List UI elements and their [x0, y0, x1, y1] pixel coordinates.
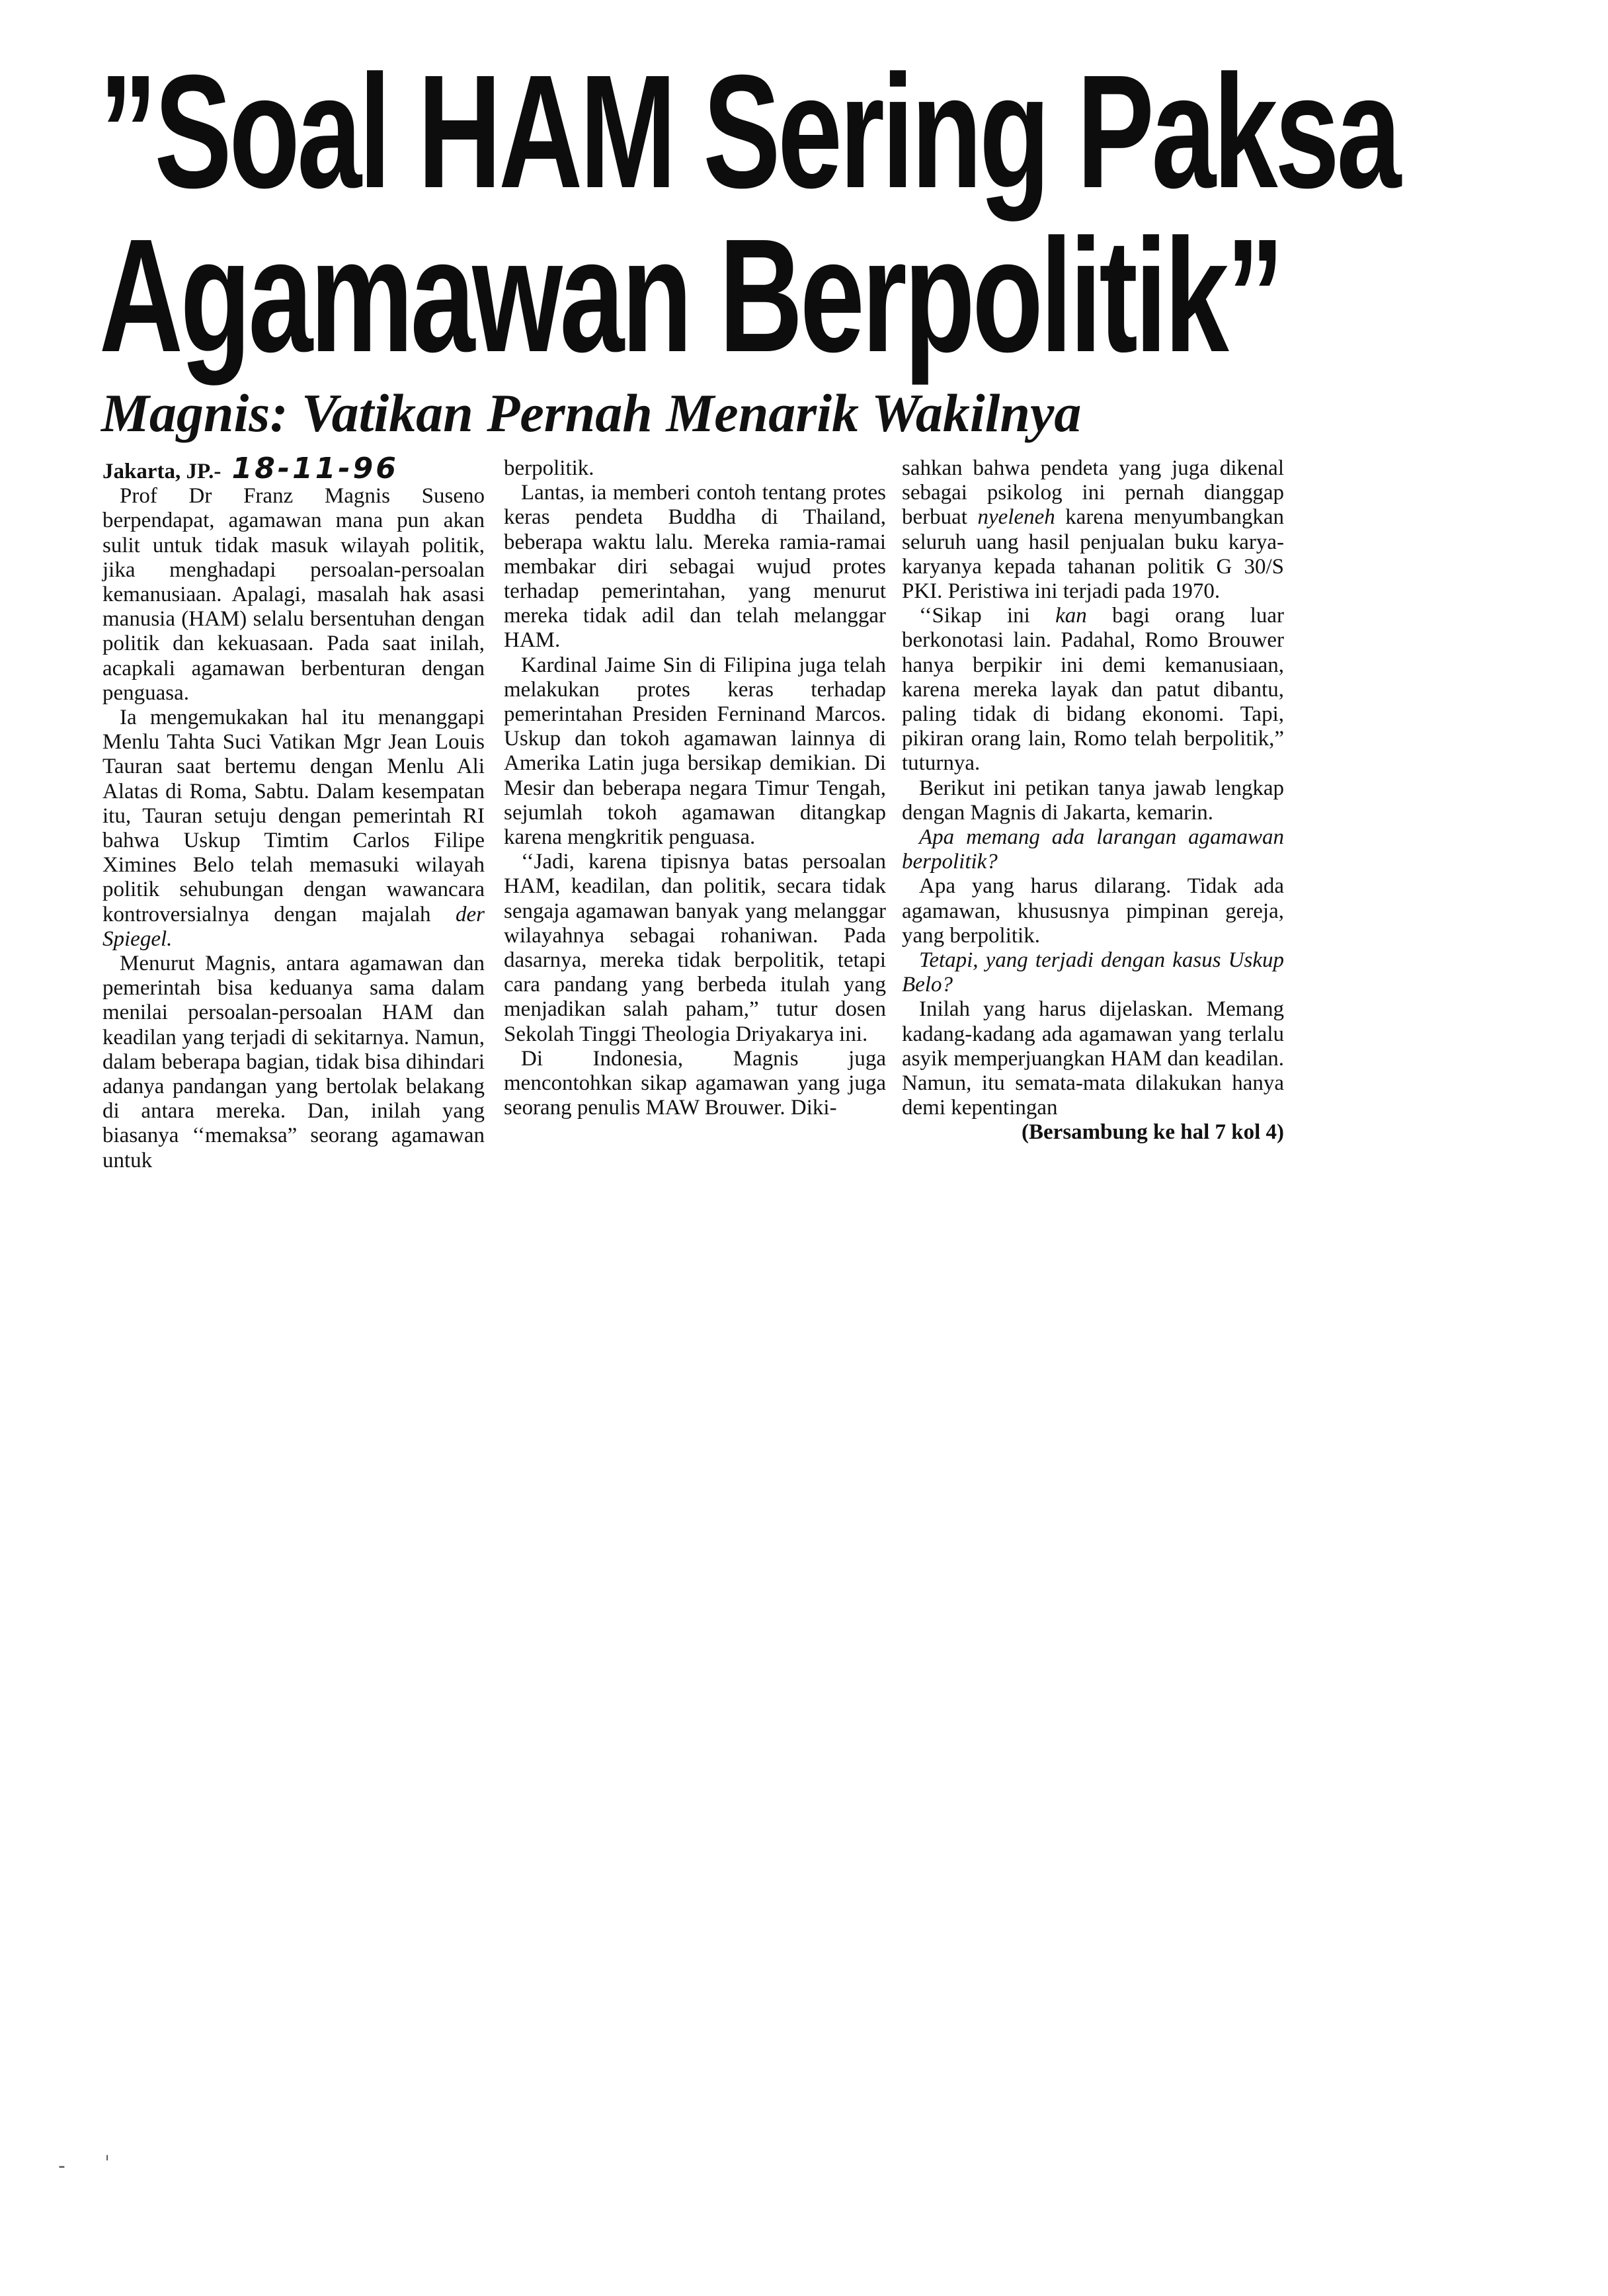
headline	[99, 41, 1399, 386]
interview-question: Apa memang ada larangan agamawan berpolitik?	[902, 825, 1284, 874]
paragraph-text: Ia mengemukakan hal itu menanggapi Menlu Tahta Suci Vatikan Mgr Jean Louis Tauran saat bertemu dengan Menlu Ali Alatas di Roma, Sabtu. Dalam kesempatan itu, Tauran setuju dengan pemerintah RI bahwa Uskup Timtim Carlos Filipe Ximines Belo telah memasuki wilayah politik sehubungan dengan wawancara kontroversialnya dengan majalah	[102, 706, 485, 926]
headline-line-2: Agamawan Berpolitik”	[99, 205, 1281, 386]
continued-note: (Bersambung ke hal 7 kol 4)	[1022, 1120, 1284, 1145]
interview-answer: Inilah yang harus dijelaskan. Memang kadang-kadang ada agamawan yang terlalu asyik memperjuangkan HAM dan keadilan. Namun, itu semata-mata dilakukan hanya demi kepentingan	[902, 997, 1284, 1120]
subheadline: Magnis: Vatikan Pernah Menarik Wakilnya	[101, 383, 1082, 443]
paragraph: berpolitik.	[504, 456, 594, 480]
article-column-3	[902, 456, 1284, 1145]
paragraph-text: karena menyumbangkan seluruh uang hasil penjualan buku karya-karyanya kepada tahanan politik G 30/S PKI. Peristiwa ini terjadi pada 1970.	[902, 505, 1285, 604]
handwritten-date: 18-11-96	[231, 452, 399, 485]
paragraph	[902, 604, 1284, 776]
paragraph: Berikut ini petikan tanya jawab lengkap dengan Magnis di Jakarta, kemarin.	[902, 776, 1284, 825]
paragraph-text: sahkan bahwa pendeta yang juga dikenal sebagai psikolog ini pernah dianggap berbuat	[902, 456, 1284, 530]
interview-answer: Apa yang harus dilarang. Tidak ada agamawan, khususnya pimpinan gereja, yang berpolitik.	[902, 874, 1284, 948]
paragraph: Prof Dr Franz Magnis Suseno berpendapat, agamawan mana pun akan sulit untuk tidak masuk wilayah politik, jika menghadapi persoalan-persoalan kemanusiaan. Apalagi, masalah hak asasi manusia (HAM) selalu bersentuhan dengan politik dan kekuasaan. Pada saat inilah, acapkali agamawan berbenturan dengan penguasa.	[102, 484, 485, 705]
article-column-1	[102, 452, 485, 1173]
paragraph: Menurut Magnis, antara agamawan dan pemerintah bisa keduanya sama dalam menilai persoalan-persoalan HAM dan keadilan yang terjadi di sekitarnya. Namun, dalam beberapa bagian, tidak bisa dihindari adanya pandangan yang bertolak belakang di antara mereka. Dan, inilah yang biasanya ‘‘memaksa” seorang agamawan untuk	[102, 952, 485, 1172]
paragraph-text: ‘‘Sikap ini	[919, 604, 1030, 628]
dateline-line	[102, 452, 485, 485]
paragraph: Kardinal Jaime Sin di Filipina juga telah melakukan protes keras terhadap pemerintahan Presiden Ferninand Marcos. Uskup dan tokoh agamawan lainnya di Amerika Latin juga bersikap demikian. Di Mesir dan beberapa negara Timur Tengah, sejumlah tokoh agamawan ditangkap karena mengkritik penguasa.	[504, 653, 886, 850]
paragraph: Di Indonesia, Magnis juga mencontohkan sikap agamawan yang juga seorang penulis MAW Brouwer. Diki-	[504, 1046, 886, 1120]
emphasis-word: kan	[1055, 604, 1087, 628]
paragraph-text: bagi orang luar berkonotasi lain. Padahal, Romo Brouwer hanya berpikir ini demi kemanusiaan, karena mereka layak dan patut dibantu, paling tidak di bidang ekonomi. Tapi, pikiran orang lain, Romo telah berpolitik,” tuturnya.	[902, 604, 1284, 776]
paragraph	[102, 706, 485, 952]
magazine-name: der Spiegel.	[102, 902, 485, 951]
dateline: Jakarta, JP.-	[102, 460, 221, 483]
interview-question: Tetapi, yang terjadi dengan kasus Uskup Belo?	[902, 948, 1284, 997]
paragraph	[902, 456, 1284, 604]
emphasis-word: nyeleneh	[977, 505, 1055, 530]
article-column-2	[504, 456, 886, 1120]
paragraph: ‘‘Jadi, karena tipisnya batas persoalan HAM, keadilan, dan politik, secara tidak sengaja agamawan banyak yang melanggar wilayahnya sebagai rohaniwan. Pada dasarnya, mereka tidak berpolitik, tetapi cara pandang yang berbeda itulah yang menjadikan salah paham,” tutur dosen Sekolah Tinggi Theologia Driyakarya ini.	[504, 850, 886, 1046]
headline-line-1: ”Soal HAM Sering Paksa	[99, 41, 1399, 222]
scan-speck: ‐	[58, 2154, 65, 2178]
scan-speck: ˈ	[104, 2152, 110, 2176]
paragraph: Lantas, ia memberi contoh tentang protes keras pendeta Buddha di Thailand, beberapa waktu lalu. Mereka ramia-ramai membakar diri sebagai wujud protes terhadap pemerintahan, yang menurut mereka tidak adil dan telah melanggar HAM.	[504, 481, 886, 653]
